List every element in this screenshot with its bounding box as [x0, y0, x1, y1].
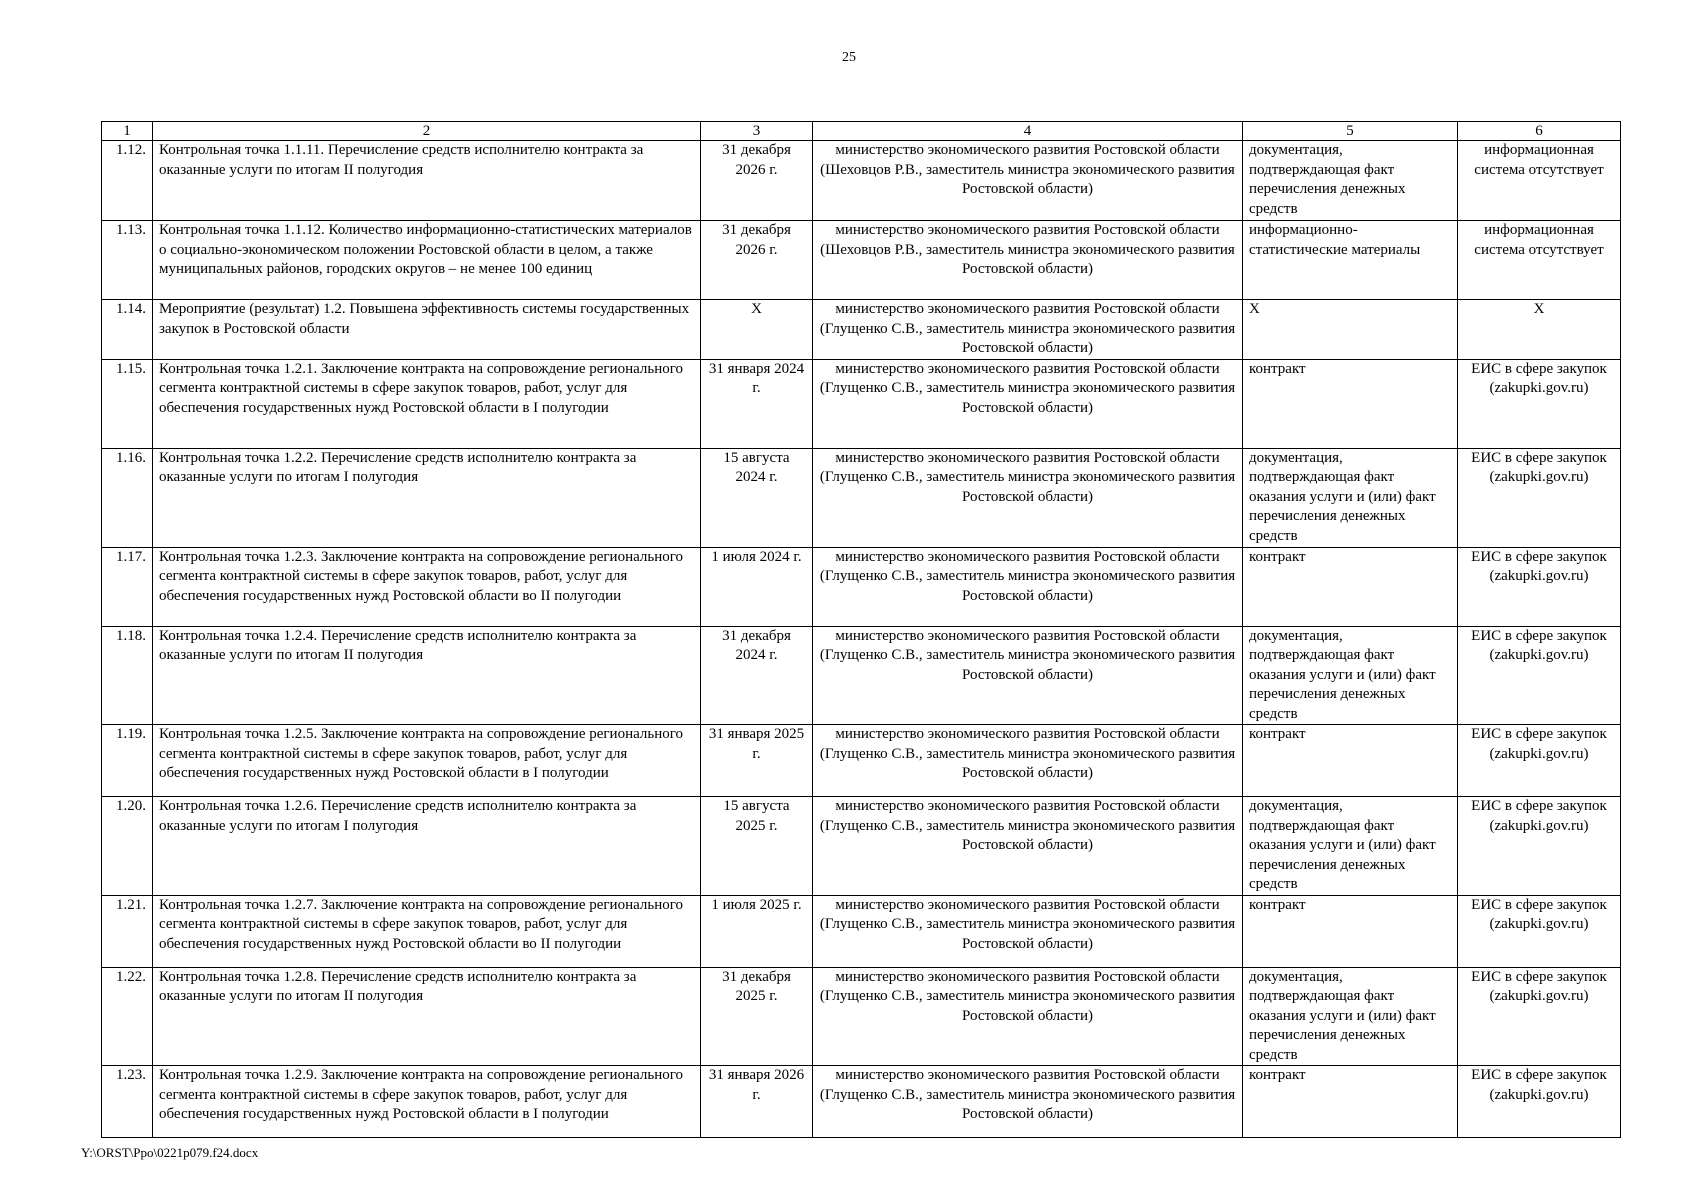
table-row: [102, 797, 1621, 896]
confirming-document: информационно-статистические материалы: [1243, 221, 1458, 300]
event-name: Контрольная точка 1.2.7. Заключение контракта на сопровождение регионального сегмента контрактной системы в сфере закупок товаров, работ, услуг для обеспечения государственных нужд Ростовской области во II полугодии: [153, 895, 701, 967]
row-number: 1.14.: [102, 300, 153, 360]
event-name: Контрольная точка 1.2.6. Перечисление средств исполнителю контракта за оказанные услуги по итогам I полугодия: [153, 797, 701, 896]
row-number: 1.21.: [102, 895, 153, 967]
row-number: 1.18.: [102, 626, 153, 725]
information-system: информационная система отсутствует: [1458, 221, 1621, 300]
deadline-date: 31 декабря 2025 г.: [701, 967, 813, 1066]
table-row: [102, 547, 1621, 626]
column-number: 5: [1243, 122, 1458, 141]
information-system: информационная система отсутствует: [1458, 141, 1621, 221]
row-number: 1.17.: [102, 547, 153, 626]
information-system: ЕИС в сфере закупок (zakupki.gov.ru): [1458, 547, 1621, 626]
event-name: Контрольная точка 1.2.4. Перечисление средств исполнителю контракта за оказанные услуги по итогам II полугодия: [153, 626, 701, 725]
responsible-executor: министерство экономического развития Ростовской области (Глущенко С.В., заместитель министра экономического развития Ростовской области): [813, 359, 1243, 448]
deadline-date: 15 августа 2024 г.: [701, 448, 813, 547]
deadline-date: 1 июля 2025 г.: [701, 895, 813, 967]
event-name: Контрольная точка 1.1.12. Количество информационно-статистических материалов о социально-экономическом положении Ростовской области в целом, а также муниципальных районов, городских округов – не менее 100 единиц: [153, 221, 701, 300]
deadline-date: 31 декабря 2026 г.: [701, 141, 813, 221]
confirming-document: X: [1243, 300, 1458, 360]
column-number-row: [102, 122, 1621, 141]
deadline-date: 31 января 2025 г.: [701, 725, 813, 797]
column-number: 3: [701, 122, 813, 141]
information-system: ЕИС в сфере закупок (zakupki.gov.ru): [1458, 725, 1621, 797]
responsible-executor: министерство экономического развития Ростовской области (Глущенко С.В., заместитель министра экономического развития Ростовской области): [813, 1066, 1243, 1138]
confirming-document: контракт: [1243, 547, 1458, 626]
information-system: ЕИС в сфере закупок (zakupki.gov.ru): [1458, 1066, 1621, 1138]
row-number: 1.19.: [102, 725, 153, 797]
confirming-document: контракт: [1243, 1066, 1458, 1138]
file-path-footer: Y:\ORST\Ppo\0221p079.f24.docx: [81, 1145, 259, 1160]
deadline-date: 31 декабря 2026 г.: [701, 221, 813, 300]
information-system: ЕИС в сфере закупок (zakupki.gov.ru): [1458, 895, 1621, 967]
information-system: ЕИС в сфере закупок (zakupki.gov.ru): [1458, 967, 1621, 1066]
row-number: 1.13.: [102, 221, 153, 300]
responsible-executor: министерство экономического развития Ростовской области (Глущенко С.В., заместитель министра экономического развития Ростовской области): [813, 448, 1243, 547]
row-number: 1.23.: [102, 1066, 153, 1138]
row-number: 1.15.: [102, 359, 153, 448]
event-name: Контрольная точка 1.2.8. Перечисление средств исполнителю контракта за оказанные услуги по итогам II полугодия: [153, 967, 701, 1066]
row-number: 1.20.: [102, 797, 153, 896]
table-row: [102, 1066, 1621, 1138]
event-name: Контрольная точка 1.2.5. Заключение контракта на сопровождение регионального сегмента контрактной системы в сфере закупок товаров, работ, услуг для обеспечения государственных нужд Ростовской области в I полугодии: [153, 725, 701, 797]
table-row: [102, 895, 1621, 967]
confirming-document: контракт: [1243, 895, 1458, 967]
information-system: ЕИС в сфере закупок (zakupki.gov.ru): [1458, 797, 1621, 896]
column-number: 6: [1458, 122, 1621, 141]
deadline-date: 31 декабря 2024 г.: [701, 626, 813, 725]
deadline-date: 15 августа 2025 г.: [701, 797, 813, 896]
table-row: [102, 141, 1621, 221]
information-system: X: [1458, 300, 1621, 360]
table-row: [102, 626, 1621, 725]
event-name: Мероприятие (результат) 1.2. Повышена эффективность системы государственных закупок в Ростовской области: [153, 300, 701, 360]
responsible-executor: министерство экономического развития Ростовской области (Глущенко С.В., заместитель министра экономического развития Ростовской области): [813, 797, 1243, 896]
table-row: [102, 300, 1621, 360]
event-name: Контрольная точка 1.2.2. Перечисление средств исполнителю контракта за оказанные услуги по итогам I полугодия: [153, 448, 701, 547]
confirming-document: документация, подтверждающая факт оказания услуги и (или) факт перечисления денежных средств: [1243, 448, 1458, 547]
responsible-executor: министерство экономического развития Ростовской области (Глущенко С.В., заместитель министра экономического развития Ростовской области): [813, 895, 1243, 967]
column-number: 1: [102, 122, 153, 141]
table-row: [102, 725, 1621, 797]
deadline-date: 31 января 2024 г.: [701, 359, 813, 448]
table-row: [102, 221, 1621, 300]
confirming-document: документация, подтверждающая факт оказания услуги и (или) факт перечисления денежных средств: [1243, 797, 1458, 896]
information-system: ЕИС в сфере закупок (zakupki.gov.ru): [1458, 626, 1621, 725]
responsible-executor: министерство экономического развития Ростовской области (Глущенко С.В., заместитель министра экономического развития Ростовской области): [813, 967, 1243, 1066]
page-number: 25: [842, 50, 856, 65]
responsible-executor: министерство экономического развития Ростовской области (Глущенко С.В., заместитель министра экономического развития Ростовской области): [813, 725, 1243, 797]
responsible-executor: министерство экономического развития Ростовской области (Глущенко С.В., заместитель министра экономического развития Ростовской области): [813, 626, 1243, 725]
control-points-table: [101, 121, 1621, 1138]
responsible-executor: министерство экономического развития Ростовской области (Шеховцов Р.В., заместитель министра экономического развития Ростовской области): [813, 141, 1243, 221]
column-number: 2: [153, 122, 701, 141]
confirming-document: контракт: [1243, 359, 1458, 448]
event-name: Контрольная точка 1.2.9. Заключение контракта на сопровождение регионального сегмента контрактной системы в сфере закупок товаров, работ, услуг для обеспечения государственных нужд Ростовской области в I полугодии: [153, 1066, 701, 1138]
table-row: [102, 448, 1621, 547]
deadline-date: 31 января 2026 г.: [701, 1066, 813, 1138]
row-number: 1.12.: [102, 141, 153, 221]
table-row: [102, 359, 1621, 448]
deadline-date: 1 июля 2024 г.: [701, 547, 813, 626]
column-number: 4: [813, 122, 1243, 141]
event-name: Контрольная точка 1.2.3. Заключение контракта на сопровождение регионального сегмента контрактной системы в сфере закупок товаров, работ, услуг для обеспечения государственных нужд Ростовской области во II полугодии: [153, 547, 701, 626]
responsible-executor: министерство экономического развития Ростовской области (Шеховцов Р.В., заместитель министра экономического развития Ростовской области): [813, 221, 1243, 300]
row-number: 1.22.: [102, 967, 153, 1066]
deadline-date: X: [701, 300, 813, 360]
responsible-executor: министерство экономического развития Ростовской области (Глущенко С.В., заместитель министра экономического развития Ростовской области): [813, 300, 1243, 360]
responsible-executor: министерство экономического развития Ростовской области (Глущенко С.В., заместитель министра экономического развития Ростовской области): [813, 547, 1243, 626]
event-name: Контрольная точка 1.1.11. Перечисление средств исполнителю контракта за оказанные услуги по итогам II полугодия: [153, 141, 701, 221]
information-system: ЕИС в сфере закупок (zakupki.gov.ru): [1458, 359, 1621, 448]
confirming-document: контракт: [1243, 725, 1458, 797]
information-system: ЕИС в сфере закупок (zakupki.gov.ru): [1458, 448, 1621, 547]
table-row: [102, 967, 1621, 1066]
confirming-document: документация, подтверждающая факт оказания услуги и (или) факт перечисления денежных средств: [1243, 626, 1458, 725]
confirming-document: документация, подтверждающая факт перечисления денежных средств: [1243, 141, 1458, 221]
event-name: Контрольная точка 1.2.1. Заключение контракта на сопровождение регионального сегмента контрактной системы в сфере закупок товаров, работ, услуг для обеспечения государственных нужд Ростовской области в I полугодии: [153, 359, 701, 448]
row-number: 1.16.: [102, 448, 153, 547]
confirming-document: документация, подтверждающая факт оказания услуги и (или) факт перечисления денежных средств: [1243, 967, 1458, 1066]
